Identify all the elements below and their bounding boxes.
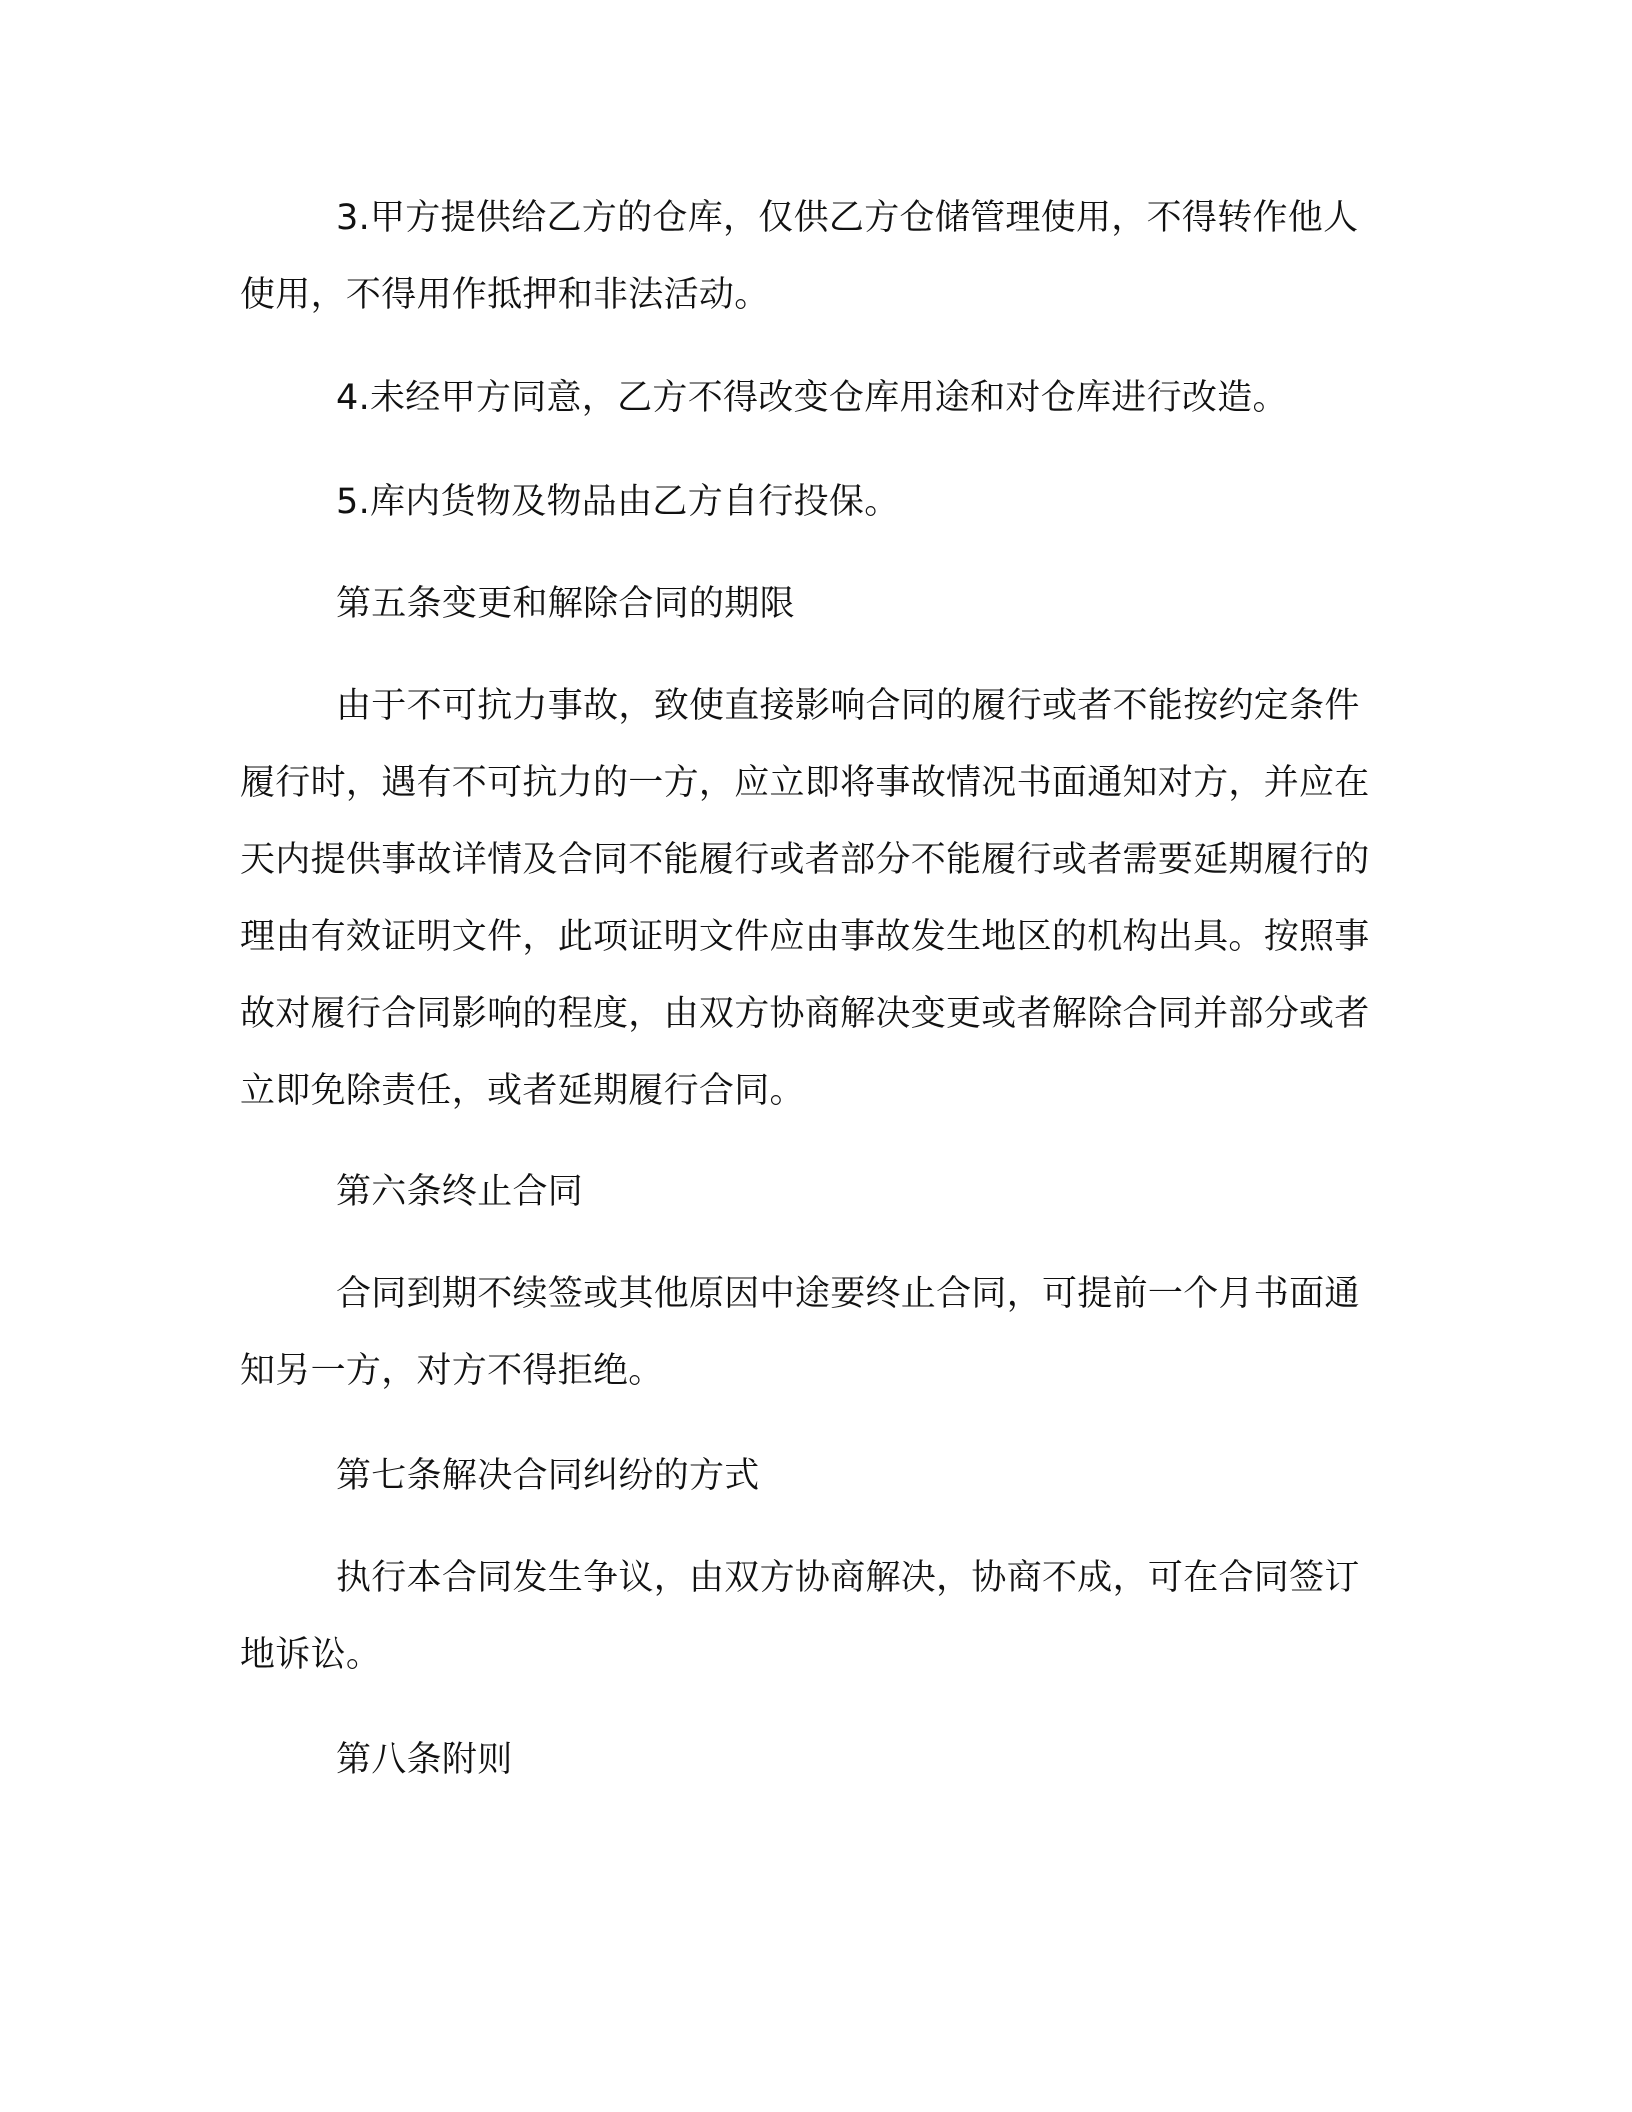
clause-4-item-5: 5.库内货物及物品由乙方自行投保。 bbox=[336, 482, 900, 522]
clause-7-body: 执行本合同发生争议，由双方协商解决，协商不成，可在合同签订地诉讼。 bbox=[240, 1558, 1360, 1675]
clause-5-body: 由于不可抗力事故，致使直接影响合同的履行或者不能按约定条件履行时，遇有不可抗力的一方，应立即将事故情况书面通知对方，并应在天内提供事故详情及合同不能履行或者部分不能履行或者需要延期履行的理由有效证明文件，此项证明文件应由事故发生地区的机构出具。按照事故对履行合同影响的程度，由双方协商解决变更或者解除合同并部分或者立即免除责任，或者延期履行合同。 bbox=[240, 686, 1370, 1111]
clause-6-heading: 第六条终止合同 bbox=[336, 1172, 584, 1212]
clause-8-heading: 第八条附则 bbox=[336, 1740, 513, 1780]
clause-4-item-3: 3.甲方提供给乙方的仓库，仅供乙方仓储管理使用，不得转作他人使用，不得用作抵押和非法活动。 bbox=[240, 198, 1359, 315]
clause-4-item-4: 4.未经甲方同意，乙方不得改变仓库用途和对仓库进行改造。 bbox=[336, 378, 1288, 418]
clause-5-heading: 第五条变更和解除合同的期限 bbox=[336, 584, 795, 624]
clause-6-body: 合同到期不续签或其他原因中途要终止合同，可提前一个月书面通知另一方，对方不得拒绝。 bbox=[240, 1274, 1360, 1391]
clause-7-heading: 第七条解决合同纠纷的方式 bbox=[336, 1456, 760, 1496]
